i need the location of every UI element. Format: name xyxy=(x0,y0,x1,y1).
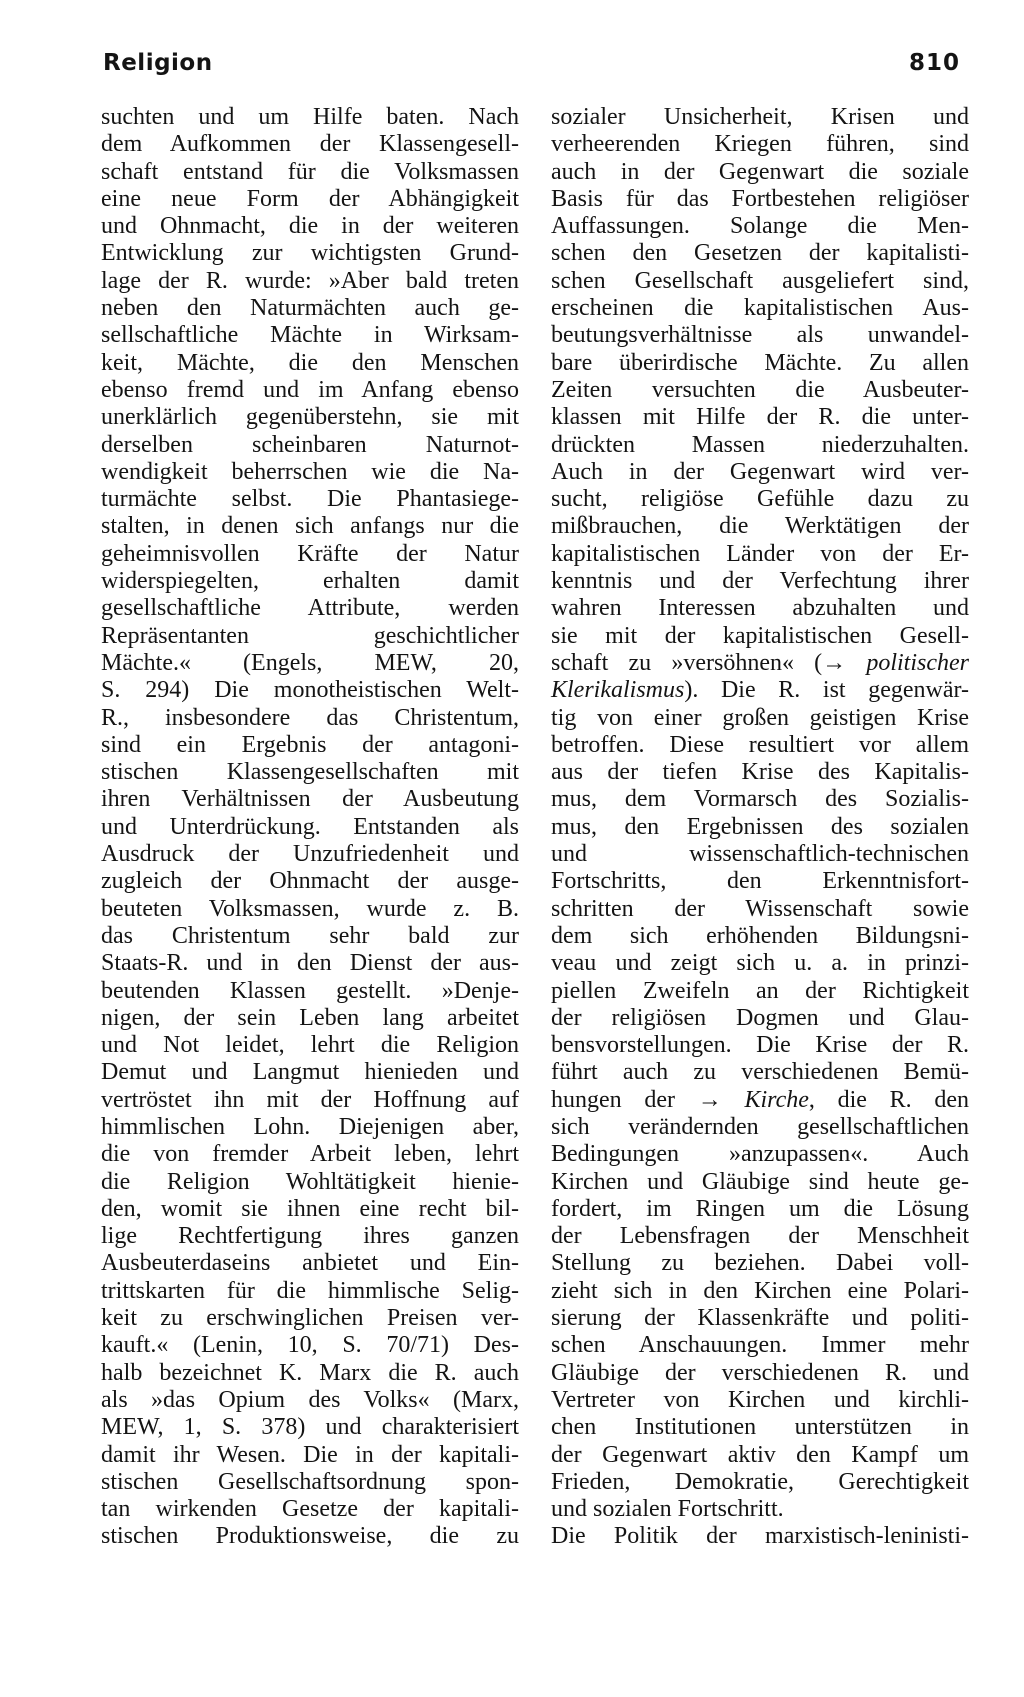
text-line xyxy=(551,1087,969,1114)
text-line: Gläubige der verschiedenen R. und xyxy=(551,1359,969,1386)
text-line: Demut und Langmut hienieden und xyxy=(101,1059,519,1086)
text-line: MEW, 1, S. 378) und charakterisiert xyxy=(101,1414,519,1441)
text-line: erscheinen die kapitalistischen Aus- xyxy=(551,295,969,322)
text-fragment: ). Die R. ist gegenwär- xyxy=(684,677,969,704)
text-line: damit ihr Wesen. Die in der kapitali- xyxy=(101,1441,519,1468)
text-line: zugleich der Ohnmacht der ausge- xyxy=(101,868,519,895)
text-line: stischen Gesellschaftsordnung spon- xyxy=(101,1468,519,1495)
text-line: als »das Opium des Volks« (Marx, xyxy=(101,1386,519,1413)
text-line: Kirchen und Gläubige sind heute ge- xyxy=(551,1168,969,1195)
text-line: drückten Massen niederzuhalten. xyxy=(551,431,969,458)
text-line: eine neue Form der Abhängigkeit xyxy=(101,185,519,212)
text-line: unerklärlich gegenüberstehn, sie mit xyxy=(101,404,519,431)
text-line: sie mit der kapitalistischen Gesell- xyxy=(551,622,969,649)
text-line: geheimnisvollen Kräfte der Natur xyxy=(101,540,519,567)
text-line: stalten, in denen sich anfangs nur die xyxy=(101,513,519,540)
text-line: derselben scheinbaren Naturnot- xyxy=(101,431,519,458)
text-line: stischen Klassengesellschaften mit xyxy=(101,759,519,786)
text-line: lage der R. wurde: »Aber bald treten xyxy=(101,267,519,294)
text-line: S. 294) Die monotheistischen Welt- xyxy=(101,677,519,704)
page-number: 810 xyxy=(908,50,960,76)
text-line: suchten und um Hilfe baten. Nach xyxy=(101,104,519,130)
text-line: ihren Verhältnissen der Ausbeutung xyxy=(101,786,519,813)
text-line: mißbrauchen, die Werktätigen der xyxy=(551,513,969,540)
text-line: R., insbesondere das Christentum, xyxy=(101,704,519,731)
text-line: Staats-R. und in den Dienst der aus- xyxy=(101,950,519,977)
text-line: chen Institutionen unterstützen in xyxy=(551,1414,969,1441)
text-line: stischen Produktionsweise, die zu xyxy=(101,1523,519,1550)
text-line: dem sich erhöhenden Bildungsni- xyxy=(551,922,969,949)
text-line: kenntnis und der Verfechtung ihrer xyxy=(551,568,969,595)
text-line: schen Gesellschaft ausgeliefert sind, xyxy=(551,267,969,294)
text-line: beutungsverhältnisse als unwandel- xyxy=(551,322,969,349)
text-line: der Gegenwart aktiv den Kampf um xyxy=(551,1441,969,1468)
text-line: Auffassungen. Solange die Men- xyxy=(551,213,969,240)
text-line: Ausdruck der Unzufriedenheit und xyxy=(101,841,519,868)
text-line: sind ein Ergebnis der antagoni- xyxy=(101,731,519,758)
text-line: schen den Gesetzen der kapitalisti- xyxy=(551,240,969,267)
text-line: auch in der Gegenwart die soziale xyxy=(551,158,969,185)
text-line: beuteten Volksmassen, wurde z. B. xyxy=(101,895,519,922)
text-line: Entwicklung zur wichtigsten Grund- xyxy=(101,240,519,267)
text-line: fordert, im Ringen um die Lösung xyxy=(551,1195,969,1222)
text-line: tan wirkenden Gesetze der kapitali- xyxy=(101,1496,519,1523)
text-line: widerspiegelten, erhalten damit xyxy=(101,568,519,595)
text-line: und sozialen Fortschritt. xyxy=(551,1496,784,1523)
text-line: und Ohnmacht, die in der weiteren xyxy=(101,213,519,240)
text-line: zieht sich in den Kirchen eine Polari- xyxy=(551,1277,969,1304)
page-header xyxy=(103,50,960,84)
text-line: Fortschritts, den Erkenntnisfort- xyxy=(551,868,969,895)
text-line: Bedingungen »anzupassen«. Auch xyxy=(551,1141,969,1168)
text-line xyxy=(551,650,969,677)
text-line: Repräsentanten geschichtlicher xyxy=(101,622,519,649)
text-line: mus, den Ergebnissen des sozialen xyxy=(551,813,969,840)
text-line: lige Rechtfertigung ihres ganzen xyxy=(101,1223,519,1250)
text-fragment: schaft zu »versöhnen« ( xyxy=(551,649,823,676)
text-line: keit, Mächte, die den Menschen xyxy=(101,349,519,376)
text-line: beutenden Klassen gestellt. »Denje- xyxy=(101,977,519,1004)
text-line: betroffen. Diese resultiert vor allem xyxy=(551,731,969,758)
text-line: himmlischen Lohn. Diejenigen aber, xyxy=(101,1113,519,1140)
text-line: kapitalistischen Länder von der Er- xyxy=(551,540,969,567)
text-line: piellen Zweifeln an der Richtigkeit xyxy=(551,977,969,1004)
text-line: trittskarten für die himmlische Selig- xyxy=(101,1277,519,1304)
cross-reference: → politischer xyxy=(822,649,969,676)
text-line: sich verändernden gesellschaftlichen xyxy=(551,1113,969,1140)
text-line: der Lebensfragen der Menschheit xyxy=(551,1223,969,1250)
text-line: Die Politik der marxistisch-leninisti- xyxy=(551,1523,969,1550)
text-line: der religiösen Dogmen und Glau- xyxy=(551,1004,969,1031)
text-line: Ausbeuterdaseins anbietet und Ein- xyxy=(101,1250,519,1277)
text-line: bare überirdische Mächte. Zu allen xyxy=(551,349,969,376)
cross-reference: Klerikalismus xyxy=(551,677,685,704)
text-line: sierung der Klassenkräfte und politi- xyxy=(551,1305,969,1332)
text-line: aus der tiefen Krise des Kapitalis- xyxy=(551,759,969,786)
text-line: wendigkeit beherrschen wie die Na- xyxy=(101,458,519,485)
text-line: vertröstet ihn mit der Hoffnung auf xyxy=(101,1086,519,1113)
text-line: neben den Naturmächten auch ge- xyxy=(101,295,519,322)
text-fragment: hungen der xyxy=(551,1086,698,1113)
text-line: verheerenden Kriegen führen, sind xyxy=(551,131,969,158)
text-line: schen Anschauungen. Immer mehr xyxy=(551,1332,969,1359)
text-line: den, womit sie ihnen eine recht bil- xyxy=(101,1195,519,1222)
text-line: wahren Interessen abzuhalten und xyxy=(551,595,969,622)
text-line: Vertreter von Kirchen und kirchli- xyxy=(551,1386,969,1413)
text-line: das Christentum sehr bald zur xyxy=(101,922,519,949)
text-line: veau und zeigt sich u. a. in prinzi- xyxy=(551,950,969,977)
text-line: kauft.« (Lenin, 10, S. 70/71) Des- xyxy=(101,1332,519,1359)
text-line: dem Aufkommen der Klassengesell- xyxy=(101,131,519,158)
text-line: führt auch zu verschiedenen Bemü- xyxy=(551,1059,969,1086)
text-line: schaft entstand für die Volksmassen xyxy=(101,158,519,185)
text-line: gesellschaftliche Attribute, werden xyxy=(101,595,519,622)
running-head: Religion xyxy=(103,50,213,76)
text-fragment: , die R. den xyxy=(808,1086,970,1113)
text-line: schritten der Wissenschaft sowie xyxy=(551,895,969,922)
text-line: halb bezeichnet K. Marx die R. auch xyxy=(101,1359,519,1386)
text-line: mus, dem Vormarsch des Sozialis- xyxy=(551,786,969,813)
text-line: Basis für das Fortbestehen religiöser xyxy=(551,185,969,212)
text-line: sucht, religiöse Gefühle dazu zu xyxy=(551,486,969,513)
text-line: Mächte.« (Engels, MEW, 20, xyxy=(101,649,519,676)
text-line: sellschaftliche Mächte in Wirksam- xyxy=(101,322,519,349)
text-line: tig von einer großen geistigen Krise xyxy=(551,704,969,731)
text-line: Frieden, Demokratie, Gerechtigkeit xyxy=(551,1468,969,1495)
text-line: ebenso fremd und im Anfang ebenso xyxy=(101,376,519,403)
text-line: Stellung zu beziehen. Dabei voll- xyxy=(551,1250,969,1277)
text-line: und wissenschaftlich-technischen xyxy=(551,841,969,868)
left-text-column xyxy=(101,104,519,1551)
text-line: die von fremder Arbeit leben, lehrt xyxy=(101,1141,519,1168)
text-line xyxy=(551,677,969,704)
text-line: klassen mit Hilfe der R. die unter- xyxy=(551,404,969,431)
text-line: sozialer Unsicherheit, Krisen und xyxy=(551,104,969,130)
text-line: keit zu erschwinglichen Preisen ver- xyxy=(101,1305,519,1332)
text-line: die Religion Wohltätigkeit hienie- xyxy=(101,1168,519,1195)
text-line: nigen, der sein Leben lang arbeitet xyxy=(101,1004,519,1031)
text-line: turmächte selbst. Die Phantasiege- xyxy=(101,486,519,513)
text-line: und Unterdrückung. Entstanden als xyxy=(101,813,519,840)
right-text-column xyxy=(551,104,969,1551)
cross-reference: → Kirche xyxy=(697,1086,809,1113)
text-line: Zeiten versuchten die Ausbeuter- xyxy=(551,376,969,403)
text-line: bensvorstellungen. Die Krise der R. xyxy=(551,1032,969,1059)
text-line: Auch in der Gegenwart wird ver- xyxy=(551,458,969,485)
text-line: und Not leidet, lehrt die Religion xyxy=(101,1032,519,1059)
